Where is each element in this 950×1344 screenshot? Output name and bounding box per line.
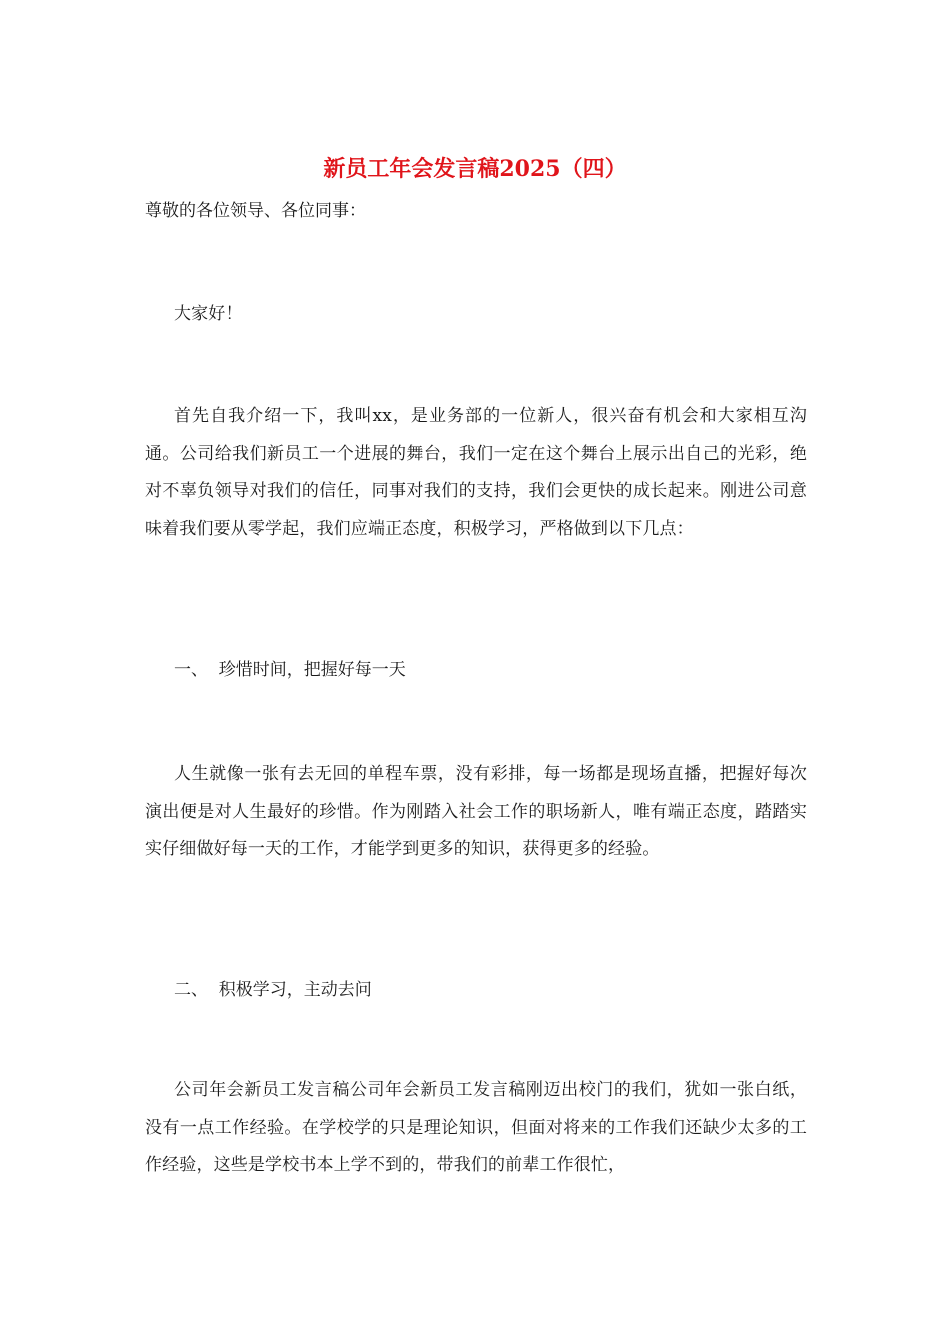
point-one-heading: 一、 珍惜时间，把握好每一天 <box>174 660 406 680</box>
point-one-body: 人生就像一张有去无回的单程车票，没有彩排，每一场都是现场直播，把握好每次演出便是对人生最好的珍惜。作为刚踏入社会工作的职场新人，唯有端正态度，踏踏实实仔细做好每一天的工作，才能学到更多的知识，获得更多的经验。 <box>145 764 807 859</box>
salutation: 尊敬的各位领导、各位同事： <box>145 201 366 221</box>
point-two-heading: 二、 积极学习，主动去问 <box>174 980 372 1000</box>
point-two-body: 公司年会新员工发言稿公司年会新员工发言稿刚迈出校门的我们，犹如一张白纸，没有一点工作经验。在学校学的只是理论知识，但面对将来的工作我们还缺少太多的工作经验，这些是学校书本上学不到的，带我们的前辈工作很忙， <box>145 1080 807 1175</box>
document-title: 新员工年会发言稿2025（四） <box>323 156 627 182</box>
intro-paragraph: 首先自我介绍一下，我叫xx，是业务部的一位新人，很兴奋有机会和大家相互沟通。公司给我们新员工一个进展的舞台，我们一定在这个舞台上展示出自己的光彩，绝对不辜负领导对我们的信任，同事对我们的支持，我们会更快的成长起来。刚进公司意味着我们要从零学起，我们应端正态度，积极学习，严格做到以下几点： <box>145 406 807 539</box>
greeting: 大家好！ <box>174 304 243 324</box>
